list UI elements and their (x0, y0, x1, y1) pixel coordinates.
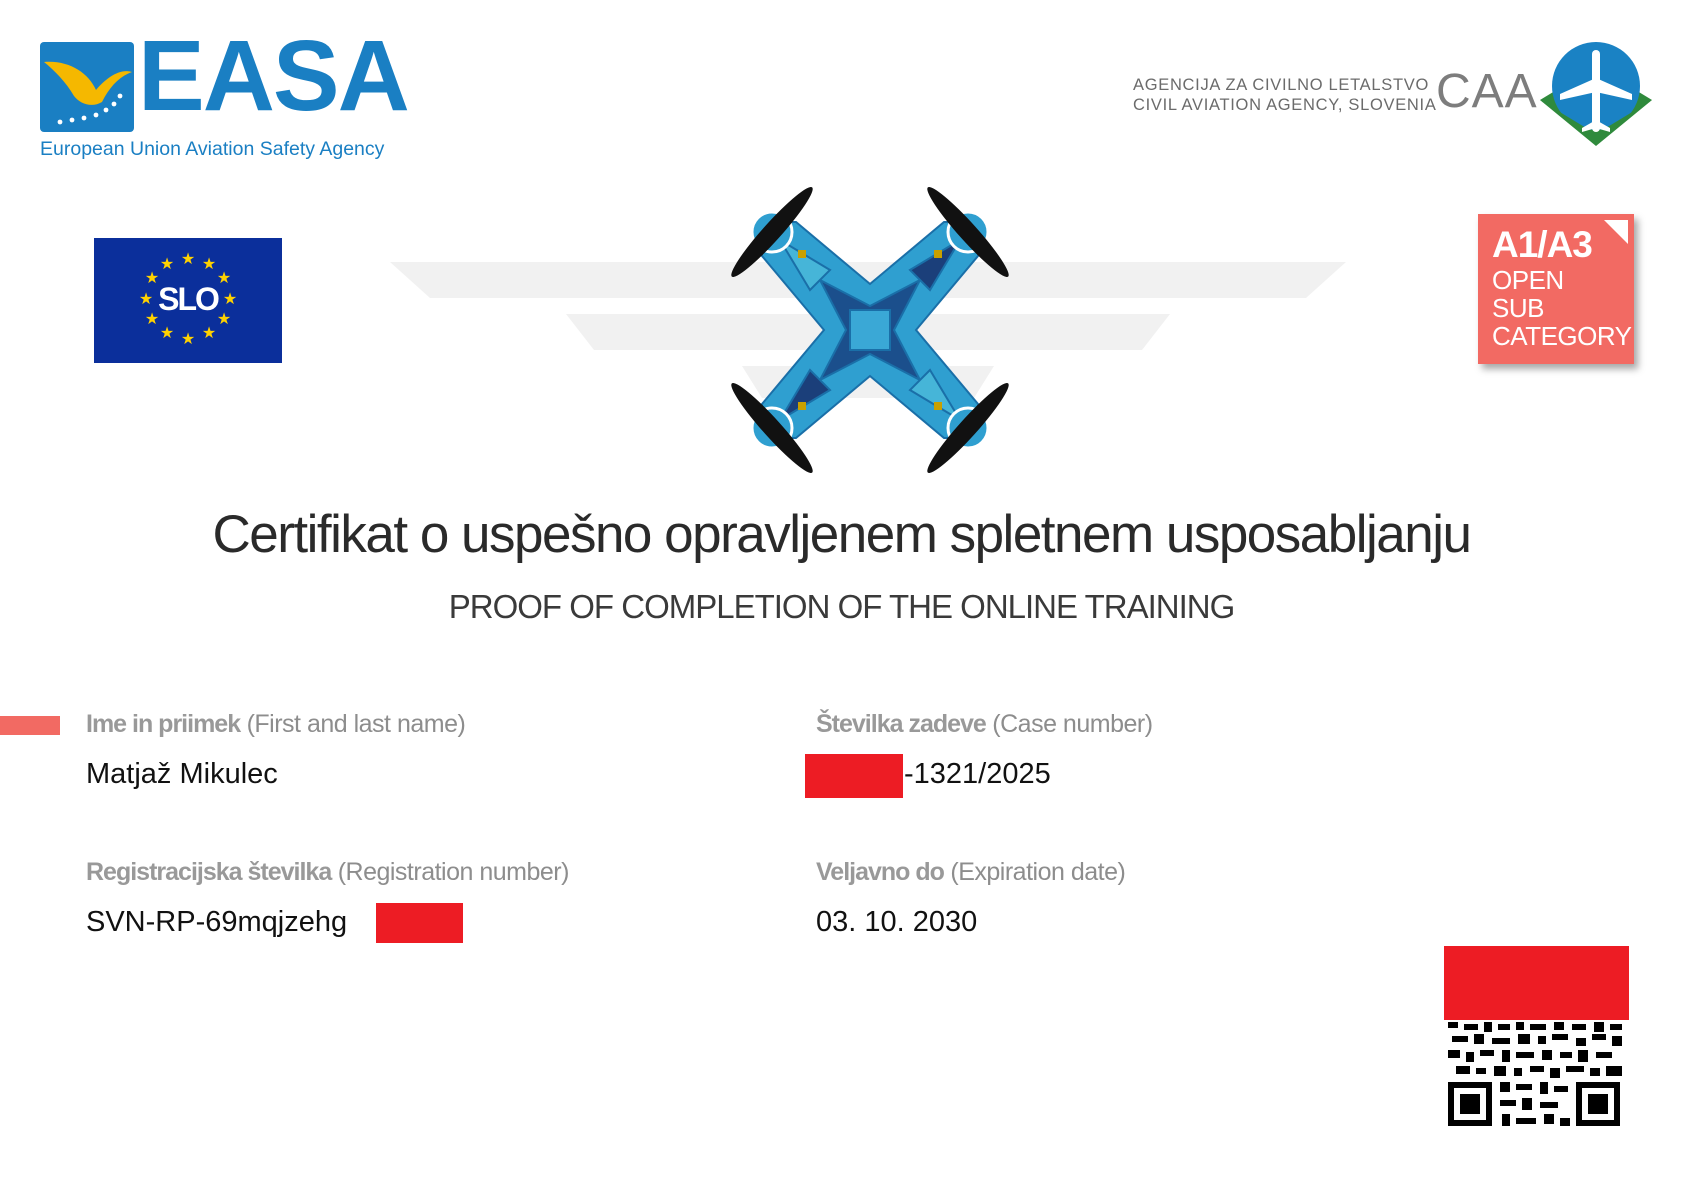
margin-redaction (0, 716, 60, 735)
easa-subtitle: European Union Aviation Safety Agency (40, 138, 385, 160)
name-label-en: (First and last name) (246, 710, 466, 738)
registration-value: SVN-RP-69mqjzehg (86, 906, 348, 938)
caa-line-english: CIVIL AVIATION AGENCY, SLOVENIA (1133, 96, 1437, 114)
svg-text:★: ★ (180, 249, 196, 268)
name-value: Matjaž Mikulec (86, 758, 278, 790)
svg-text:★: ★ (222, 289, 238, 308)
category-badge (1478, 214, 1634, 364)
case-number-redaction (805, 754, 903, 798)
svg-text:★: ★ (216, 268, 232, 287)
case-number-value: -1321/2025 (904, 758, 1051, 790)
svg-text:★: ★ (201, 323, 217, 342)
eu-slo-flag (94, 238, 282, 363)
registration-redaction (376, 903, 463, 943)
name-label-sl: Ime in priimek (86, 710, 241, 738)
svg-text:★: ★ (180, 329, 196, 348)
svg-text:★: ★ (144, 309, 160, 328)
badge-line-category: CATEGORY (1492, 321, 1632, 351)
svg-text:★: ★ (216, 309, 232, 328)
registration-label-en: (Registration number) (337, 858, 569, 886)
certificate-subtitle: PROOF OF COMPLETION OF THE ONLINE TRAINING (448, 588, 1235, 625)
caa-line-slovene: AGENCIJA ZA CIVILNO LETALSTVO (1133, 76, 1429, 94)
registration-label-sl: Registracijska številka (86, 858, 332, 886)
case-number-label-en: (Case number) (992, 710, 1153, 738)
caa-agency-name (1133, 75, 1437, 115)
qr-redaction (1444, 946, 1629, 1020)
easa-logo (40, 20, 408, 170)
easa-bird-icon (40, 42, 134, 132)
easa-wordmark: EASA (138, 20, 408, 132)
case-number-label (816, 710, 1153, 739)
expiry-label-sl: Veljavno do (816, 858, 944, 886)
drone-icon (700, 160, 1040, 500)
badge-corner-icon (1604, 220, 1628, 244)
svg-text:★: ★ (159, 254, 175, 273)
svg-text:★: ★ (159, 323, 175, 342)
badge-title: A1/A3 (1492, 224, 1592, 265)
caa-abbreviation: CAA (1436, 65, 1538, 118)
badge-line-sub: SUB (1492, 293, 1544, 323)
registration-label (86, 858, 569, 887)
svg-text:★: ★ (201, 254, 217, 273)
qr-code-icon (1446, 1020, 1624, 1128)
name-label (86, 710, 465, 739)
flag-label: SLO (158, 281, 218, 317)
svg-text:★: ★ (138, 289, 154, 308)
certificate-title: Certifikat o uspešno opravljenem spletnem usposabljanju (212, 505, 1471, 564)
badge-line-open: OPEN (1492, 265, 1564, 295)
svg-text:★: ★ (144, 268, 160, 287)
case-number-label-sl: Številka zadeve (816, 710, 986, 738)
expiry-value: 03. 10. 2030 (816, 906, 978, 938)
expiry-label-en: (Expiration date) (950, 858, 1126, 886)
caa-airplane-icon (1540, 42, 1652, 150)
expiry-label (816, 858, 1125, 887)
